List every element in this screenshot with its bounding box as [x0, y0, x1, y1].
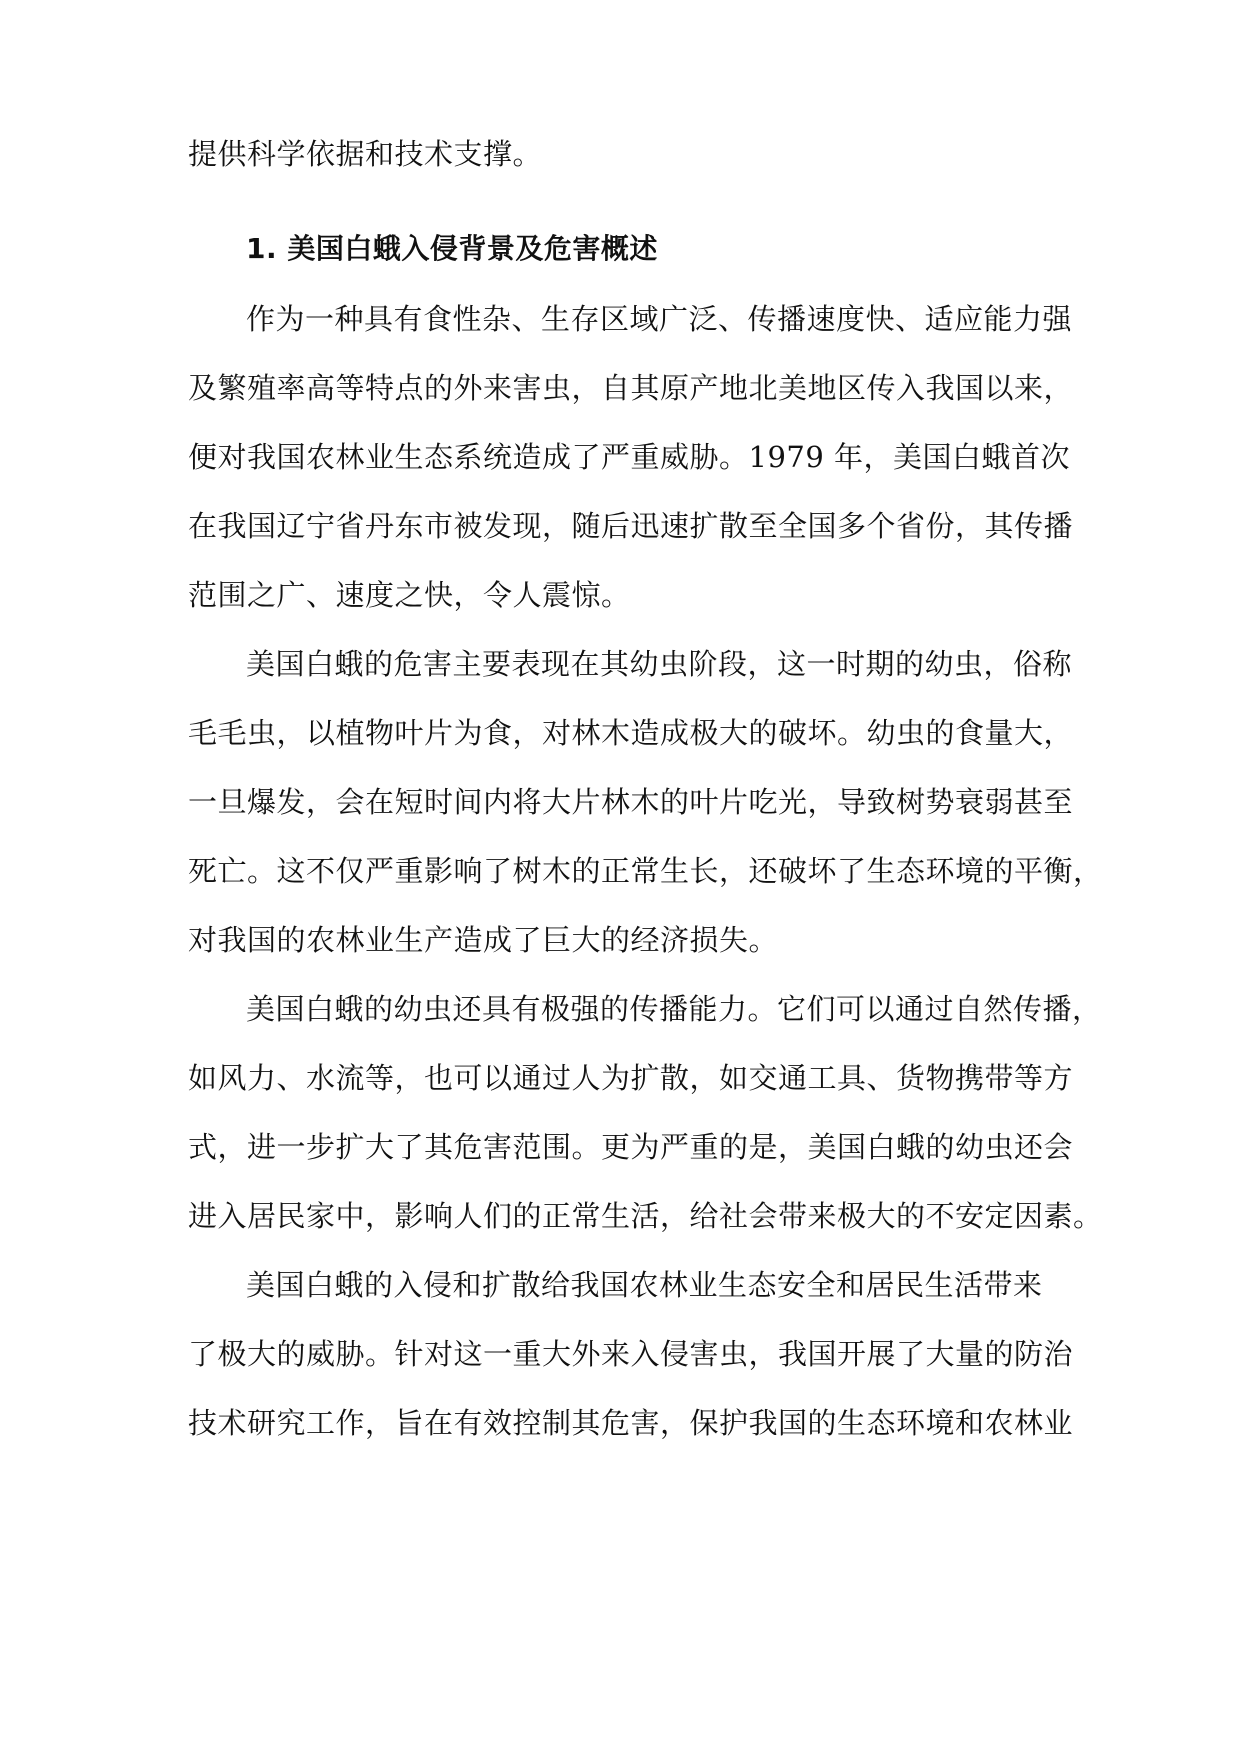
paragraph-2-line-3: 一旦爆发，会在短时间内将大片林木的叶片吃光，导致树势衰弱甚至 — [188, 785, 1074, 819]
paragraph-1-line-2: 及繁殖率高等特点的外来害虫，自其原产地北美地区传入我国以来， — [188, 371, 1074, 405]
paragraph-1-line-4: 在我国辽宁省丹东市被发现，随后迅速扩散至全国多个省份，其传播 — [188, 509, 1074, 543]
paragraph-4-line-1: 美国白蛾的入侵和扩散给我国农林业生态安全和居民生活带来 — [246, 1268, 1043, 1302]
paragraph-4-line-3: 技术研究工作，旨在有效控制其危害，保护我国的生态环境和农林业 — [188, 1406, 1074, 1440]
paragraph-3-line-3: 式，进一步扩大了其危害范围。更为严重的是，美国白蛾的幼虫还会 — [188, 1130, 1074, 1164]
paragraph-3-line-4: 进入居民家中，影响人们的正常生活，给社会带来极大的不安定因素。 — [188, 1199, 1103, 1233]
paragraph-2-line-1: 美国白蛾的危害主要表现在其幼虫阶段，这一时期的幼虫，俗称 — [246, 647, 1073, 681]
paragraph-2-line-2: 毛毛虫，以植物叶片为食，对林木造成极大的破坏。幼虫的食量大， — [188, 716, 1074, 750]
section-heading: 1. 美国白蛾入侵背景及危害概述 — [246, 232, 658, 265]
paragraph-1-line-5: 范围之广、速度之快，令人震惊。 — [188, 578, 631, 612]
paragraph-3-line-2: 如风力、水流等，也可以通过人为扩散，如交通工具、货物携带等方 — [188, 1061, 1074, 1095]
paragraph-3-line-1: 美国白蛾的幼虫还具有极强的传播能力。它们可以通过自然传播， — [246, 992, 1102, 1026]
paragraph-2-line-4: 死亡。这不仅严重影响了树木的正常生长，还破坏了生态环境的平衡， — [188, 854, 1103, 888]
paragraph-2-line-5: 对我国的农林业生产造成了巨大的经济损失。 — [188, 923, 779, 957]
paragraph-1-line-3: 便对我国农林业生态系统造成了严重威胁。1979 年，美国白蛾首次 — [188, 440, 1071, 474]
paragraph-4-line-2: 了极大的威胁。针对这一重大外来入侵害虫，我国开展了大量的防治 — [188, 1337, 1074, 1371]
paragraph-1-line-1: 作为一种具有食性杂、生存区域广泛、传播速度快、适应能力强 — [246, 302, 1073, 336]
continuation-line: 提供科学依据和技术支撑。 — [188, 137, 543, 171]
